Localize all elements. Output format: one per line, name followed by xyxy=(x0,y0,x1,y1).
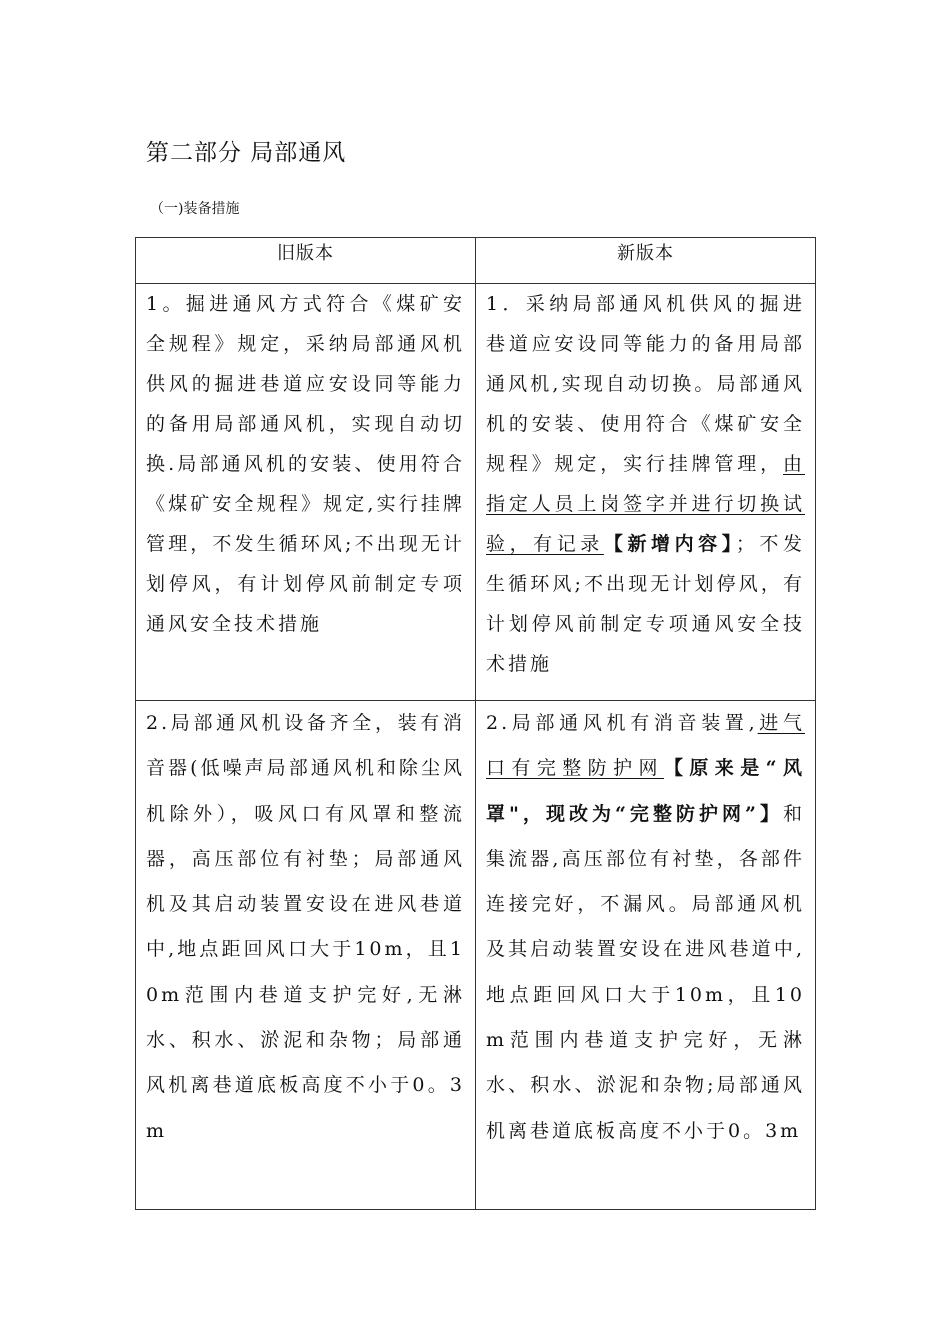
page-title: 第二部分 局部通风 xyxy=(146,140,347,166)
new-text-part: 1．采纳局部通风机供风的掘进巷道应安设同等能力的备用局部通风机,实现自动切换。局部通风机的安装、使用符合《煤矿安全规程》规定，实行挂牌管理， xyxy=(486,293,805,475)
underlined-changed-text: 进气口有完整防护网 xyxy=(486,712,805,780)
version-comparison-table xyxy=(135,237,816,1210)
old-version-cell: 2.局部通风机设备齐全，装有消音器(低噪声局部通风机和除尘风机除外），吸风口有风罩和整流器，高压部位有衬垫；局部通风机及其启动装置安设在进风巷道中,地点距回风口大于10m，且10m范围内巷道支护完好,无淋水、积水、淤泥和杂物；局部通风机离巷道底板高度不小于0。3m xyxy=(136,701,476,1210)
new-text-part: ；不发生循环风;不出现无计划停风，有计划停风前制定专项通风安全技术措施 xyxy=(486,533,805,675)
table-row xyxy=(136,284,816,701)
new-version-cell xyxy=(476,284,816,701)
underlined-added-text: 由指定人员上岗签字并进行切换试验，有记录 xyxy=(486,453,805,555)
new-text-part: 和集流器,高压部位有衬垫，各部件连接完好，不漏风。局部通风机及其启动装置安设在进风巷道中,地点距回风口大于10m，且10m范围内巷道支护完好，无淋水、积水、淤泥和杂物;局部通风机离巷道底板高度不小于0。3m xyxy=(486,802,805,1142)
table-row xyxy=(136,701,816,1210)
old-version-cell: 1。掘进通风方式符合《煤矿安全规程》规定，采纳局部通风机供风的掘进巷道应安设同等能力的备用局部通风机，实现自动切换.局部通风机的安装、使用符合《煤矿安全规程》规定,实行挂牌管理，不发生循环风;不出现无计划停风，有计划停风前制定专项通风安全技术措施 xyxy=(136,284,476,701)
header-new-version: 新版本 xyxy=(476,238,816,284)
section-subtitle: （一)装备措施 xyxy=(150,201,240,217)
new-text-part: 2.局部通风机有消音装置, xyxy=(486,712,758,734)
new-version-cell xyxy=(476,701,816,1210)
revision-note: 【原来是“风罩"，现改为“完整防护网”】 xyxy=(486,757,805,825)
header-old-version: 旧版本 xyxy=(136,238,476,284)
revision-note: 【新增内容】 xyxy=(603,533,736,555)
table-header-row xyxy=(136,238,816,284)
